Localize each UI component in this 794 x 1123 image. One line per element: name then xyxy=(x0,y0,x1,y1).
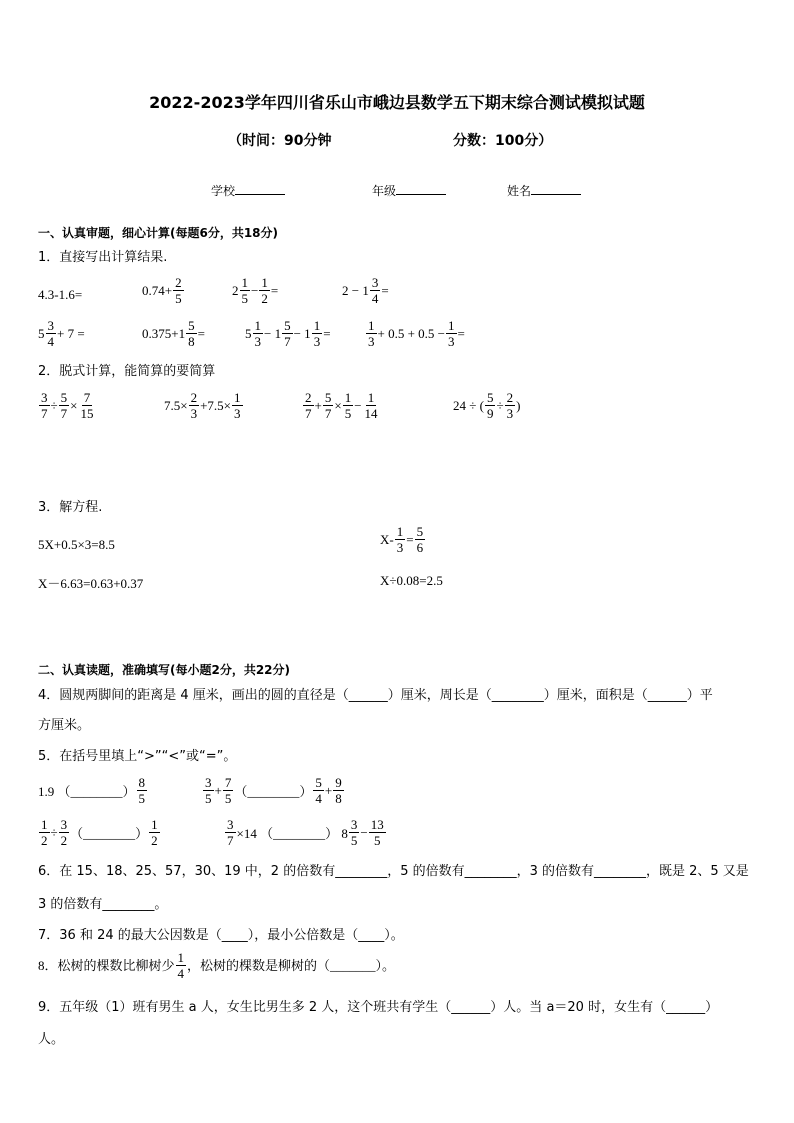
operator: ÷ xyxy=(50,397,58,413)
denominator: 5 xyxy=(344,406,352,421)
denominator: 8 xyxy=(188,334,195,349)
denominator: 15 xyxy=(80,406,94,421)
expr-text: 7.5× xyxy=(164,397,188,413)
denominator: 5 xyxy=(241,291,248,306)
denominator: 7 xyxy=(227,833,234,848)
question-text: 8．松树的棵数比柳树少 xyxy=(38,957,175,973)
q5-item-c xyxy=(38,817,161,848)
numerator: 7 xyxy=(83,390,91,405)
denominator: 5 xyxy=(373,833,381,848)
fraction xyxy=(149,817,160,848)
numerator: 3 xyxy=(60,817,68,832)
q2-item-d xyxy=(453,390,520,421)
q3-item-c: X－6.63=0.63+0.37 xyxy=(38,576,144,591)
grade-field xyxy=(372,182,446,199)
denominator: 7 xyxy=(324,406,332,421)
fraction xyxy=(253,318,264,349)
answer-blank[interactable]: （________） xyxy=(70,826,149,841)
fraction xyxy=(232,390,243,421)
fraction xyxy=(446,318,457,349)
fraction xyxy=(369,817,386,848)
denominator: 3 xyxy=(234,406,241,421)
denominator: 2 xyxy=(151,833,158,848)
denominator: 3 xyxy=(313,334,321,349)
fraction xyxy=(78,390,95,421)
question-6-line1: 6．在 15、18、25、57，30、19 中，2 的倍数有________，5 的倍数有________，3 的倍数有________，既是 2、5 又是 xyxy=(38,864,749,879)
expr-text[interactable]: 1.9 （________） xyxy=(38,784,136,799)
denominator: 3 xyxy=(396,540,404,555)
numerator: 1 xyxy=(151,817,158,832)
denominator: 4 xyxy=(371,291,379,306)
numerator: 1 xyxy=(313,318,321,333)
numerator: 5 xyxy=(188,318,195,333)
expr-text: +7.5× xyxy=(200,397,232,413)
numerator: 3 xyxy=(371,275,379,290)
denominator: 4 xyxy=(177,966,185,981)
denominator: 5 xyxy=(175,291,182,306)
question-text: ，松树的棵数是柳树的（_______）。 xyxy=(187,957,396,973)
q5-item-b xyxy=(202,775,345,806)
numerator: 2 xyxy=(190,390,198,405)
denominator: 3 xyxy=(368,334,375,349)
fraction xyxy=(505,390,516,421)
name-blank[interactable] xyxy=(531,194,581,195)
q2-item-a xyxy=(38,390,96,421)
q1-item-h xyxy=(365,318,465,349)
fraction xyxy=(223,775,234,806)
name-label: 姓名 xyxy=(507,184,532,198)
equals: = xyxy=(381,282,389,298)
numerator: 13 xyxy=(370,817,384,832)
numerator: 2 xyxy=(506,390,514,405)
score-label: 分数：100分） xyxy=(453,133,553,149)
numerator: 1 xyxy=(241,275,248,290)
numerator: 3 xyxy=(41,390,48,405)
fraction xyxy=(349,817,360,848)
numerator: 3 xyxy=(227,817,234,832)
section1-heading: 一、认真审题，细心计算(每题6分，共18分) xyxy=(38,226,279,240)
question-1: 1．直接写出计算结果. xyxy=(38,250,168,265)
expr-text: X- xyxy=(380,531,394,547)
numerator: 5 xyxy=(324,390,332,405)
numerator: 8 xyxy=(138,775,146,790)
fraction xyxy=(176,950,187,981)
expr-text: + 7 = xyxy=(57,325,85,341)
fraction xyxy=(333,775,344,806)
denominator: 7 xyxy=(305,406,312,421)
page-title: 2022-2023学年四川省乐山市峨边县数学五下期末综合测试模拟试题 xyxy=(149,93,645,112)
fraction xyxy=(363,390,380,421)
denominator: 2 xyxy=(60,833,68,848)
equals: = xyxy=(197,325,205,341)
operator: + xyxy=(314,397,322,413)
denominator: 4 xyxy=(315,791,322,806)
school-label: 学校 xyxy=(211,184,236,198)
numerator: 5 xyxy=(315,775,322,790)
denominator: 3 xyxy=(254,334,261,349)
answer-blank[interactable]: （________） xyxy=(234,784,313,799)
question-2: 2．脱式计算，能简算的要简算 xyxy=(38,364,216,379)
denominator: 3 xyxy=(506,406,514,421)
fraction xyxy=(39,817,50,848)
q5-item-a xyxy=(38,775,148,806)
time-label: （时间：90分钟 xyxy=(228,133,332,149)
denominator: 3 xyxy=(190,406,198,421)
operator: + xyxy=(214,782,222,798)
operator: − 1 xyxy=(264,325,282,341)
fraction xyxy=(313,775,324,806)
q3-item-a: 5X+0.5×3=8.5 xyxy=(38,537,115,552)
fraction xyxy=(46,318,57,349)
question-6-line2: 3 的倍数有________。 xyxy=(38,897,168,912)
numerator: 1 xyxy=(344,390,352,405)
grade-label: 年级 xyxy=(372,184,397,198)
fraction xyxy=(395,524,406,555)
fraction xyxy=(366,318,377,349)
denominator: 9 xyxy=(486,406,494,421)
whole: 5 xyxy=(38,325,45,341)
question-7: 7．36 和 24 的最大公因数是（____），最小公倍数是（____）。 xyxy=(38,928,404,943)
numerator: 1 xyxy=(41,817,48,832)
expr-text: 0.375+1 xyxy=(142,325,186,341)
operator: − xyxy=(251,282,259,298)
q1-item-b xyxy=(142,275,185,306)
fraction xyxy=(186,318,197,349)
fraction xyxy=(282,318,293,349)
question-8 xyxy=(38,950,395,981)
equals: = xyxy=(406,531,414,547)
operator: − xyxy=(354,397,362,413)
numerator: 3 xyxy=(205,775,212,790)
denominator: 2 xyxy=(41,833,48,848)
fraction xyxy=(189,390,200,421)
operator: − 1 xyxy=(293,325,311,341)
q5-item-d xyxy=(224,817,387,848)
numerator: 1 xyxy=(367,390,375,405)
school-blank[interactable] xyxy=(235,194,285,195)
fraction xyxy=(240,275,251,306)
fraction xyxy=(415,524,426,555)
numerator: 9 xyxy=(335,775,342,790)
fraction xyxy=(203,775,214,806)
q1-item-c xyxy=(232,275,278,306)
question-9-line1: 9．五年级（1）班有男生 a 人，女生比男生多 2 人，这个班共有学生（______）人。当 a＝20 时，女生有（______） xyxy=(38,1000,719,1015)
whole: 5 xyxy=(245,325,252,341)
denominator: 7 xyxy=(41,406,48,421)
q1-item-a: 4.3-1.6= xyxy=(38,287,83,302)
denominator: 3 xyxy=(448,334,455,349)
school-field xyxy=(211,182,285,199)
operator: × xyxy=(70,397,78,413)
question-4-line2: 方厘米。 xyxy=(38,718,91,733)
numerator: 1 xyxy=(234,390,241,405)
numerator: 2 xyxy=(305,390,312,405)
q2-item-b xyxy=(164,390,244,421)
equals: = xyxy=(457,325,465,341)
fraction xyxy=(312,318,323,349)
fraction xyxy=(303,390,314,421)
question-5: 5．在括号里填上“>”“<”或“=”。 xyxy=(38,749,237,764)
denominator: 5 xyxy=(350,833,358,848)
name-field xyxy=(507,182,581,199)
expr-text[interactable]: ×14 （________） 8 xyxy=(236,826,348,841)
numerator: 5 xyxy=(486,390,494,405)
denominator: 2 xyxy=(261,291,268,306)
expr-text: 2 − 1 xyxy=(342,282,369,298)
numerator: 1 xyxy=(448,318,455,333)
numerator: 1 xyxy=(396,524,404,539)
numerator: 5 xyxy=(284,318,291,333)
grade-blank[interactable] xyxy=(396,194,446,195)
equals: = xyxy=(270,282,279,298)
question-4-line1: 4．圆规两脚间的距离是 4 厘米，画出的圆的直径是（______）厘米，周长是（________）厘米，面积是（______）平 xyxy=(38,688,713,703)
numerator: 2 xyxy=(175,275,182,290)
fraction xyxy=(225,817,236,848)
q1-item-f xyxy=(142,318,205,349)
q2-item-c xyxy=(302,390,381,421)
denominator: 7 xyxy=(284,334,291,349)
fraction xyxy=(59,817,70,848)
numerator: 1 xyxy=(254,318,261,333)
q1-item-g xyxy=(245,318,331,349)
numerator: 1 xyxy=(261,275,268,290)
operator: − xyxy=(360,824,368,840)
fraction xyxy=(59,390,70,421)
fraction xyxy=(259,275,270,306)
denominator: 5 xyxy=(205,791,212,806)
denominator: 6 xyxy=(416,540,424,555)
numerator: 3 xyxy=(350,817,358,832)
operator: × xyxy=(334,397,342,413)
denominator: 4 xyxy=(47,334,54,349)
fraction xyxy=(173,275,184,306)
denominator: 8 xyxy=(335,791,342,806)
fraction xyxy=(370,275,381,306)
expr-text: 24 ÷ ( xyxy=(453,397,484,413)
operator: ÷ xyxy=(50,824,58,840)
denominator: 7 xyxy=(60,406,68,421)
q1-item-e xyxy=(38,318,85,349)
expr-text: ) xyxy=(516,397,521,413)
numerator: 1 xyxy=(368,318,375,333)
numerator: 5 xyxy=(416,524,424,539)
question-3: 3．解方程. xyxy=(38,500,103,515)
expr-text: + 0.5 + 0.5 − xyxy=(377,325,445,341)
operator: ÷ xyxy=(496,397,504,413)
equals: = xyxy=(323,325,331,341)
denominator: 14 xyxy=(364,406,378,421)
fraction xyxy=(323,390,334,421)
denominator: 5 xyxy=(224,791,232,806)
numerator: 7 xyxy=(224,775,232,790)
expr-text: 0.74+ xyxy=(142,282,173,298)
fraction xyxy=(137,775,148,806)
whole: 2 xyxy=(232,282,239,298)
numerator: 5 xyxy=(60,390,68,405)
q3-item-b xyxy=(380,524,426,555)
operator: + xyxy=(324,782,333,798)
fraction xyxy=(485,390,496,421)
section2-heading: 二、认真读题，准确填写(每小题2分，共22分) xyxy=(38,663,291,677)
q3-item-d: X÷0.08=2.5 xyxy=(380,573,443,588)
question-9-line2: 人。 xyxy=(38,1032,65,1047)
numerator: 3 xyxy=(47,318,54,333)
fraction xyxy=(39,390,50,421)
numerator: 1 xyxy=(177,950,185,965)
denominator: 5 xyxy=(138,791,146,806)
fraction xyxy=(343,390,354,421)
q1-item-d xyxy=(342,275,389,306)
